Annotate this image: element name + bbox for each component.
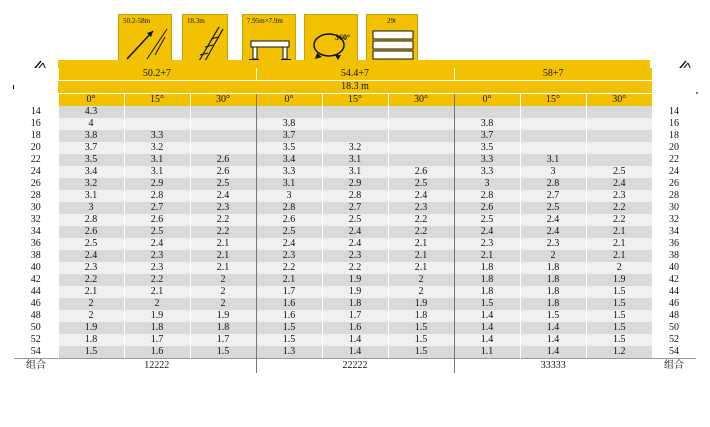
radius-cell-left: 22 [14,154,58,166]
boom-group-1: 50.2+7 [58,68,256,81]
load-cell: 2.6 [124,214,190,226]
load-cell [586,130,652,142]
load-cell: 1.8 [520,286,586,298]
load-cell: 2.5 [190,178,256,190]
load-cell: 1.5 [388,322,454,334]
load-cell: 3.1 [520,154,586,166]
load-cell [322,130,388,142]
load-cell: 2.2 [322,262,388,274]
combination-value: 12222 [58,359,256,374]
load-cell: 2.8 [124,190,190,202]
load-cell: 1.7 [124,334,190,346]
load-cell: 2.2 [124,274,190,286]
load-cell: 2 [190,274,256,286]
load-cell: 2.6 [190,154,256,166]
load-cell: 1.7 [190,334,256,346]
load-cell: 3.7 [256,130,322,142]
load-cell: 2.2 [586,214,652,226]
load-cell: 2.1 [586,226,652,238]
radius-cell-right: 48 [652,310,696,322]
crane-arrow-icon [119,15,173,65]
radius-cell-left: 20 [14,142,58,154]
load-cell: 1.5 [256,334,322,346]
radius-cell-left: 40 [14,262,58,274]
load-cell [388,142,454,154]
load-cell: 1.8 [454,286,520,298]
radius-cell-left: 42 [14,274,58,286]
load-cell: 3.1 [124,166,190,178]
load-cell: 2.4 [520,226,586,238]
load-cell: 2 [124,298,190,310]
load-cell: 2.3 [124,250,190,262]
load-cell: 1.5 [586,334,652,346]
table-row [14,190,696,202]
table-row [14,286,696,298]
radius-cell-left: 24 [14,166,58,178]
load-cell [190,130,256,142]
load-cell: 1.5 [586,310,652,322]
radius-cell-left: 34 [14,226,58,238]
load-cell: 2.5 [256,226,322,238]
load-cell: 2.1 [124,286,190,298]
counterweight-stack-icon [367,15,419,65]
combination-value: 22222 [256,359,454,374]
load-cell: 2.2 [388,214,454,226]
load-cell [520,130,586,142]
boom-group-2: 54.4+7 [256,68,454,81]
header-banner [58,60,650,68]
load-cell [520,118,586,130]
load-cell [388,154,454,166]
load-cell: 1.8 [124,322,190,334]
load-cell: 4 [58,118,124,130]
load-cell: 2 [190,286,256,298]
load-cell: 1.5 [256,322,322,334]
load-cell: 2.3 [124,262,190,274]
radius-cell-left: 32 [14,214,58,226]
load-cell: 2.2 [190,214,256,226]
radius-cell-left: 18 [14,130,58,142]
slew-360-label: 360° [335,33,351,42]
radius-cell-left: 28 [14,190,58,202]
load-cell: 1.9 [586,274,652,286]
load-cell: 2.2 [388,226,454,238]
load-cell: 2.1 [190,250,256,262]
load-cell: 2.1 [388,238,454,250]
radius-cell-right: 36 [652,238,696,250]
table-row [14,214,696,226]
radius-cell-right: 46 [652,298,696,310]
load-cell: 2.4 [322,226,388,238]
load-cell: 2.6 [454,202,520,214]
load-cell: 1.5 [58,346,124,359]
radius-cell-left: 36 [14,238,58,250]
corner-cell-left [14,68,58,106]
load-cell: 1.7 [256,286,322,298]
load-cell: 2.8 [520,178,586,190]
radius-cell-left: 54 [14,346,58,359]
load-cell [190,142,256,154]
load-cell: 2 [586,262,652,274]
load-cell: 1.3 [256,346,322,359]
radius-cell-left: 26 [14,178,58,190]
load-cell: 3.1 [322,166,388,178]
load-cell: 2.4 [322,238,388,250]
load-cell [454,106,520,118]
load-cell: 1.6 [124,346,190,359]
radius-cell-right: 54 [652,346,696,359]
load-cell [586,142,652,154]
angle-header: 30° [388,94,454,107]
radius-cell-right: 18 [652,130,696,142]
angle-header: 30° [586,94,652,107]
load-cell: 1.6 [256,310,322,322]
load-cell: 3 [256,190,322,202]
load-cell: 2 [190,298,256,310]
load-cell: 1.5 [520,310,586,322]
radius-cell-right: 20 [652,142,696,154]
load-cell: 2.4 [586,178,652,190]
load-cell: 2.8 [58,214,124,226]
load-cell: 2.4 [124,238,190,250]
load-cell: 1.4 [520,322,586,334]
jib-length-icon [182,14,228,64]
load-cell: 3.8 [256,118,322,130]
load-cell: 3.2 [124,142,190,154]
load-cell: 2.4 [190,190,256,202]
radius-cell-left: 44 [14,286,58,298]
angle-header: 0° [256,94,322,107]
load-cell: 2 [58,310,124,322]
load-cell [520,106,586,118]
radius-cell-right: 32 [652,214,696,226]
load-cell: 1.4 [454,334,520,346]
load-cell [124,106,190,118]
load-cell: 2.3 [322,250,388,262]
radius-cell-left: 38 [14,250,58,262]
load-cell: 1.5 [586,322,652,334]
load-cell: 3 [520,166,586,178]
boom-group-3: 58+7 [454,68,652,81]
table-row [14,310,696,322]
load-cell [388,130,454,142]
load-cell: 3.5 [256,142,322,154]
counterweight-label: 29t [387,17,396,25]
table-row [14,274,696,286]
load-cell: 3 [58,202,124,214]
load-cell [256,106,322,118]
jib-length-header: 18.3 m [58,81,652,94]
load-cell: 3.3 [256,166,322,178]
load-cell [520,142,586,154]
radius-cell-right: 40 [652,262,696,274]
table-row [14,118,696,130]
load-cell: 1.4 [454,322,520,334]
load-cell: 2.5 [58,238,124,250]
load-cell: 1.4 [454,310,520,322]
load-cell: 2.3 [190,202,256,214]
load-cell: 1.9 [190,310,256,322]
load-cell: 1.6 [322,322,388,334]
table-row [14,154,696,166]
load-cell: 1.9 [124,310,190,322]
table-row [14,202,696,214]
load-cell: 2.2 [586,202,652,214]
load-cell: 1.5 [586,286,652,298]
load-cell: 2.8 [454,190,520,202]
table-row [14,346,696,359]
jib-lattice-icon [183,15,229,65]
load-cell: 3.5 [454,142,520,154]
load-cell: 2 [388,286,454,298]
load-cell: 2.2 [58,274,124,286]
load-cell: 2.5 [520,202,586,214]
load-cell [322,106,388,118]
radius-cell-left: 46 [14,298,58,310]
load-cell: 1.8 [190,322,256,334]
radius-cell-left: 50 [14,322,58,334]
angle-header: 30° [190,94,256,107]
radius-cell-right: 26 [652,178,696,190]
load-cell: 1.4 [322,334,388,346]
table-row [14,178,696,190]
load-cell: 1.6 [256,298,322,310]
radius-cell-left: 52 [14,334,58,346]
load-cell: 3.1 [124,154,190,166]
rotation-icon [305,15,359,65]
load-cell: 3.4 [58,166,124,178]
radius-cell-right: 30 [652,202,696,214]
load-cell: 1.9 [58,322,124,334]
load-cell: 1.8 [58,334,124,346]
angle-header: 0° [58,94,124,107]
load-cell: 2.3 [586,190,652,202]
load-cell: 1.5 [388,334,454,346]
load-cell: 2.1 [586,250,652,262]
radius-cell-right: 52 [652,334,696,346]
load-cell: 3.8 [58,130,124,142]
load-cell [586,106,652,118]
load-cell: 2.9 [124,178,190,190]
angle-header: 0° [454,94,520,107]
load-cell: 1.8 [454,262,520,274]
load-cell: 2.3 [256,250,322,262]
load-cell: 3.1 [58,190,124,202]
load-chart-table [14,68,696,373]
jib-length-label: 18.3m [187,17,205,25]
radius-cell-right: 44 [652,286,696,298]
load-cell [388,106,454,118]
outrigger-span-icon [242,14,296,64]
table-row [14,142,696,154]
load-cell: 1.4 [520,346,586,359]
load-cell: 2.4 [388,190,454,202]
load-cell: 2.1 [58,286,124,298]
load-cell: 2.5 [322,214,388,226]
load-cell: 2.2 [256,262,322,274]
load-cell: 1.5 [388,346,454,359]
load-cell: 1.8 [520,262,586,274]
load-cell: 1.8 [520,298,586,310]
load-cell: 2.7 [520,190,586,202]
table-row [14,298,696,310]
radius-cell-left: 30 [14,202,58,214]
table-row [14,130,696,142]
load-cell: 2.1 [388,262,454,274]
load-cell: 1.9 [322,286,388,298]
angle-header: 15° [520,94,586,107]
load-cell: 2 [520,250,586,262]
load-cell: 1.8 [454,274,520,286]
load-cell: 2.5 [388,178,454,190]
radius-cell-left: 16 [14,118,58,130]
load-cell [322,118,388,130]
radius-cell-left: 48 [14,310,58,322]
load-cell: 2 [388,274,454,286]
load-cell: 2.1 [388,250,454,262]
radius-cell-right: 24 [652,166,696,178]
load-cell: 3.7 [58,142,124,154]
load-cell: 2.4 [256,238,322,250]
load-cell: 3.1 [322,154,388,166]
radius-cell-right: 22 [652,154,696,166]
combination-row [14,359,696,374]
load-cell: 2 [58,298,124,310]
load-cell: 2.1 [190,262,256,274]
load-cell: 1.9 [388,298,454,310]
load-cell: 2.7 [124,202,190,214]
load-cell: 2.1 [190,238,256,250]
combination-label-left: 组合 [14,359,58,374]
load-cell: 2.4 [58,250,124,262]
outrigger-span-label: 7.95m×7.9m [247,17,283,25]
outrigger-icon [243,15,297,65]
load-cell [190,118,256,130]
load-cell: 2.6 [58,226,124,238]
load-cell: 1.5 [454,298,520,310]
radius-cell-right: 34 [652,226,696,238]
load-cell: 2.4 [454,226,520,238]
slew-360-icon [304,14,358,64]
table-row [14,166,696,178]
load-cell [586,154,652,166]
table-row [14,322,696,334]
load-cell: 3.3 [454,154,520,166]
radius-cell-left: 14 [14,106,58,118]
boom-range-icon [118,14,172,64]
load-cell [124,118,190,130]
load-cell: 2.4 [520,214,586,226]
load-cell: 1.8 [388,310,454,322]
table-row [14,106,696,118]
load-cell: 2.3 [388,202,454,214]
load-cell: 3.3 [454,166,520,178]
load-cell: 3.3 [124,130,190,142]
load-cell: 2.8 [256,202,322,214]
load-cell: 1.1 [454,346,520,359]
load-cell: 1.5 [190,346,256,359]
load-cell: 3.8 [454,118,520,130]
load-cell: 2.2 [190,226,256,238]
load-cell: 2.1 [256,274,322,286]
table-row [14,226,696,238]
load-cell: 2.1 [454,250,520,262]
table-row [14,262,696,274]
load-cell: 1.7 [322,310,388,322]
load-cell [586,118,652,130]
boom-range-label: 50.2-58m [123,17,151,25]
load-cell: 2.6 [256,214,322,226]
load-cell: 2.6 [388,166,454,178]
combination-label-right: 组合 [652,359,696,374]
load-cell [190,106,256,118]
load-cell: 1.2 [586,346,652,359]
load-cell: 4.3 [58,106,124,118]
load-cell: 3 [454,178,520,190]
combination-value: 33333 [454,359,652,374]
radius-cell-right: 14 [652,106,696,118]
load-cell: 2.3 [58,262,124,274]
radius-cell-right: 38 [652,250,696,262]
load-cell: 1.5 [586,298,652,310]
radius-cell-right: 16 [652,118,696,130]
load-cell: 2.3 [454,238,520,250]
load-cell: 3.1 [256,178,322,190]
load-cell: 2.1 [586,238,652,250]
corner-cell-right [652,68,696,106]
table-row [14,238,696,250]
load-cell: 3.2 [58,178,124,190]
load-cell: 2.9 [322,178,388,190]
load-cell: 3.2 [322,142,388,154]
load-cell [388,118,454,130]
counterweight-icon [366,14,418,64]
angle-header: 15° [124,94,190,107]
radius-cell-right: 50 [652,322,696,334]
load-cell: 2.7 [322,202,388,214]
radius-cell-right: 28 [652,190,696,202]
table-row [14,334,696,346]
radius-cell-right: 42 [652,274,696,286]
load-cell: 3.7 [454,130,520,142]
load-cell: 3.5 [58,154,124,166]
load-cell: 2.5 [124,226,190,238]
load-cell: 3.4 [256,154,322,166]
load-cell: 1.4 [322,346,388,359]
load-cell: 1.8 [520,274,586,286]
load-cell: 2.6 [190,166,256,178]
load-cell: 2.8 [322,190,388,202]
table-row [14,250,696,262]
load-cell: 1.9 [322,274,388,286]
load-cell: 2.5 [454,214,520,226]
load-cell: 1.8 [322,298,388,310]
angle-header: 15° [322,94,388,107]
load-cell: 2.3 [520,238,586,250]
load-cell: 2.5 [586,166,652,178]
load-cell: 1.4 [520,334,586,346]
